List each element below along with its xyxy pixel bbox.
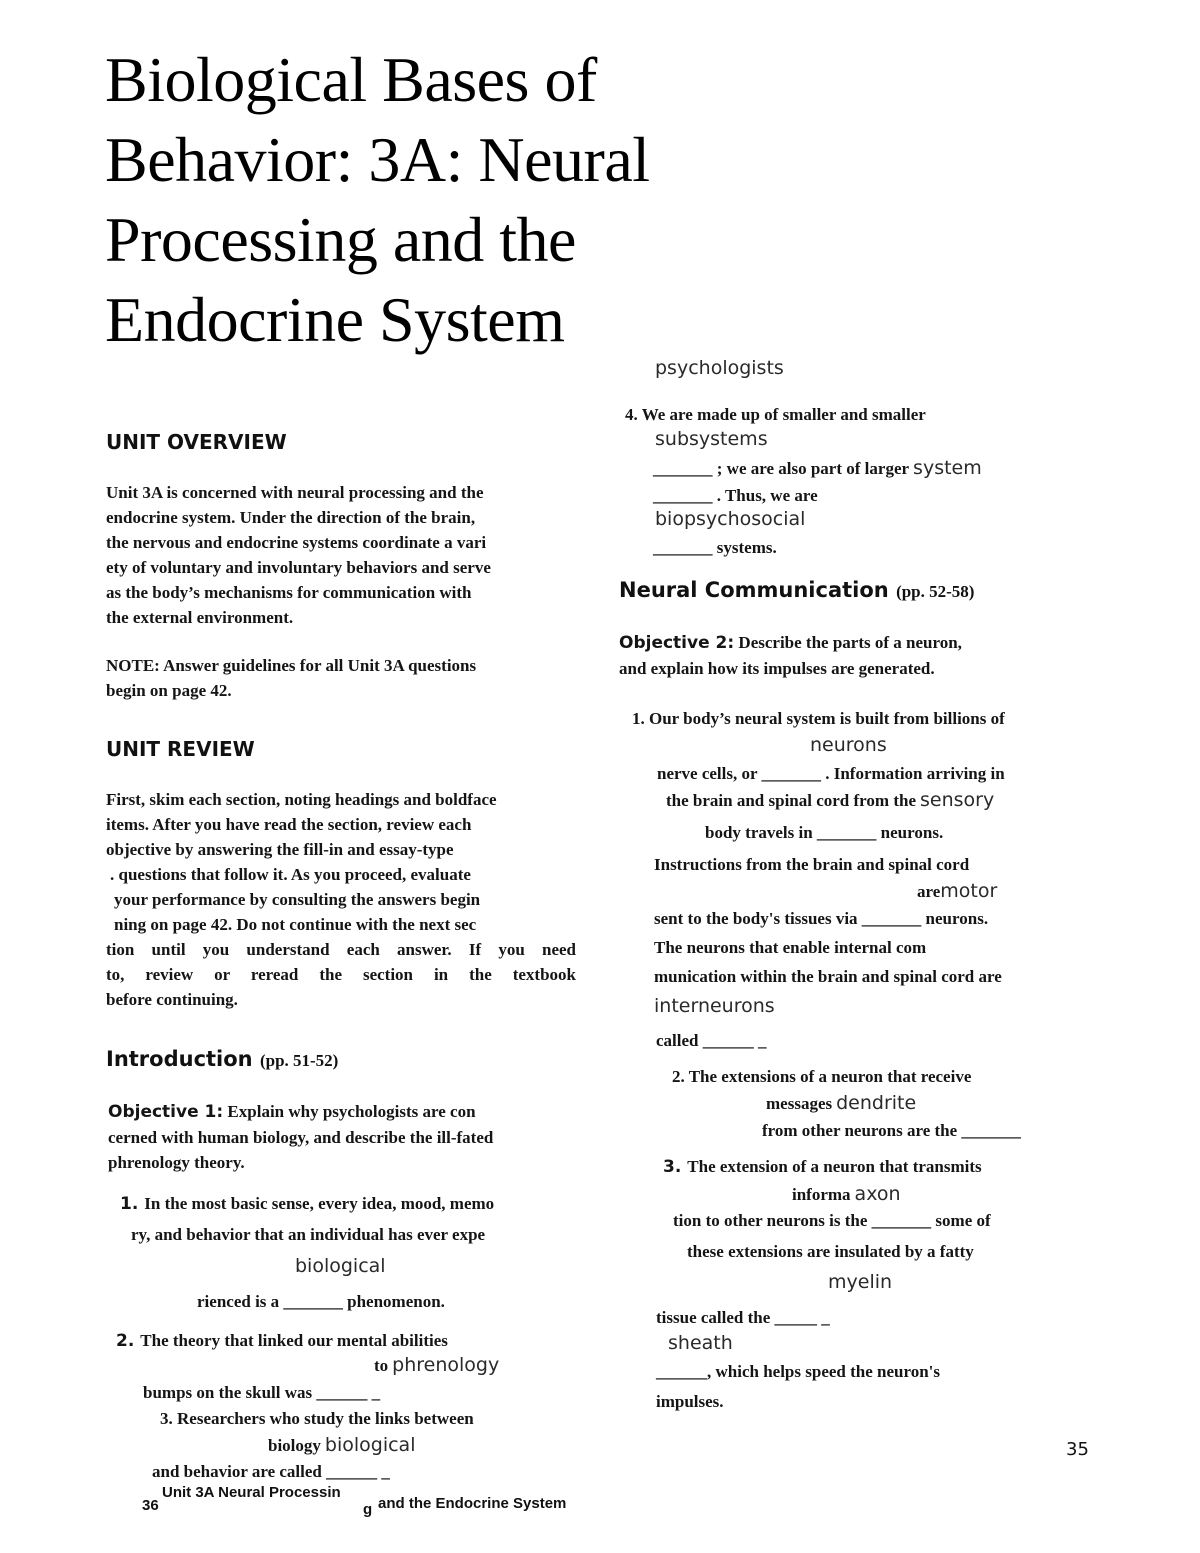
unit-review-heading: UNIT REVIEW (106, 737, 255, 761)
neural-q1-line9: called ______ _ (656, 1031, 767, 1050)
q4-line2: _______ ; we are also part of larger (653, 459, 910, 478)
footer-text-part2: and the Endocrine System (378, 1495, 567, 1512)
overview-note (106, 653, 476, 703)
objective-1-line: Explain why psychologists are con (227, 1102, 476, 1121)
q4-line3: _______ . Thus, we are (653, 486, 818, 505)
footer-page-left: 36 (142, 1497, 159, 1514)
objective-1-line: cerned with human biology, and describe the ill-fated (108, 1128, 494, 1147)
neural-q1-line5: Instructions from the brain and spinal cord (654, 855, 970, 874)
neural-q1-line3-row (666, 788, 994, 813)
title-line-4: Endocrine System (105, 284, 565, 355)
review-line: ning on page 42. Do not continue with the next sec (114, 915, 477, 934)
neural-q1-line6: sent to the body's tissues via _______ neurons. (654, 909, 989, 928)
neural-q3-line6: impulses. (656, 1392, 724, 1411)
answer-psychologists: psychologists (655, 357, 784, 379)
answer-myelin: myelin (828, 1271, 893, 1293)
intro-q2-line1 (116, 1328, 448, 1354)
introduction-title: Introduction (106, 1047, 253, 1071)
neural-q1-line2: nerve cells, or _______ . Information arriving in (657, 764, 1005, 783)
review-line: to, review or reread the section in the textbook (106, 965, 576, 984)
objective-1-line: phrenology theory. (108, 1153, 245, 1172)
overview-line: the nervous and endocrine systems coordinate a vari (106, 533, 487, 552)
neural-q1-line7: The neurons that enable internal com (654, 938, 927, 957)
intro-q3-answer: biological (324, 1434, 416, 1456)
objective-1 (108, 1099, 493, 1175)
neural-communication-heading (619, 578, 974, 602)
review-line: objective by answering the fill-in and essay-type (106, 840, 454, 859)
review-line: your performance by consulting the answers begin (114, 890, 481, 909)
q4-line1: 4. We are made up of smaller and smaller (625, 405, 926, 424)
answer-system: system (913, 457, 982, 479)
q4-line4: _______ systems. (653, 538, 777, 557)
answer-interneurons: interneurons (654, 995, 775, 1017)
objective-2-line: and explain how its impulses are generated. (619, 659, 935, 678)
neural-communication-pages: (pp. 52-58) (896, 582, 975, 601)
review-line: tion until you understand each answer. If you need (106, 940, 576, 959)
neural-q1-line4: body travels in _______ neurons. (705, 823, 944, 842)
neural-q2-messages: messages (766, 1094, 833, 1113)
neural-q1-are: are (917, 882, 941, 901)
intro-q1-line1 (120, 1191, 494, 1217)
intro-q2-to: to (374, 1356, 389, 1375)
introduction-pages: (pp. 51-52) (259, 1051, 339, 1070)
review-line: . questions that follow it. As you proceed, evaluate (110, 865, 471, 884)
overview-paragraph (106, 480, 491, 630)
neural-q1-line3: the brain and spinal cord from the (666, 791, 916, 810)
overview-line: the external environment. (106, 608, 294, 627)
neural-q3-line1 (663, 1154, 982, 1180)
intro-q2-answer: phrenology (392, 1354, 500, 1376)
neural-q3-number: 3. (663, 1157, 682, 1177)
neural-q3-informa: informa (792, 1185, 851, 1204)
intro-q1-line3: rienced is a _______ phenomenon. (197, 1292, 445, 1311)
intro-q2-line2: bumps on the skull was ______ _ (143, 1383, 381, 1402)
neural-q3-line4: tissue called the _____ _ (656, 1308, 830, 1327)
neural-communication-title: Neural Communication (619, 578, 889, 602)
answer-subsystems: subsystems (655, 428, 768, 450)
neural-q3-line2: tion to other neurons is the _______ some of (673, 1211, 991, 1230)
overview-line: as the body’s mechanisms for communication with (106, 583, 472, 602)
intro-q3-line1: 3. Researchers who study the links between (160, 1409, 474, 1428)
objective-2-line: Describe the parts of a neuron, (738, 633, 962, 652)
page-number-right: 35 (1066, 1439, 1089, 1460)
review-line: before continuing. (106, 990, 238, 1009)
neural-q1-motor-row (917, 879, 997, 904)
intro-q2-text: The theory that linked our mental abilities (140, 1331, 448, 1350)
overview-line: Unit 3A is concerned with neural processing and the (106, 483, 484, 502)
title-line-3: Processing and the (105, 204, 576, 275)
neural-q3-axon-row (792, 1182, 901, 1207)
answer-neurons: neurons (810, 734, 887, 756)
overview-line: endocrine system. Under the direction of the brain, (106, 508, 476, 527)
neural-q1-line1: 1. Our body’s neural system is built from billions of (632, 709, 1005, 728)
intro-q3-answer-row (268, 1433, 415, 1458)
note-line: begin on page 42. (106, 681, 232, 700)
answer-axon: axon (854, 1183, 901, 1205)
intro-q2-number: 2. (116, 1331, 135, 1351)
unit-overview-heading: UNIT OVERVIEW (106, 430, 287, 454)
objective-2 (619, 630, 962, 681)
review-line: items. After you have read the section, review each (106, 815, 472, 834)
answer-biopsychosocial: biopsychosocial (655, 508, 806, 530)
objective-2-label: Objective 2: (619, 633, 735, 653)
overview-line: ety of voluntary and involuntary behaviors and serve (106, 558, 491, 577)
intro-q1-line2: ry, and behavior that an individual has ever expe (131, 1225, 486, 1244)
answer-sensory: sensory (920, 789, 995, 811)
neural-q2-line2: from other neurons are the _______ (762, 1121, 1021, 1140)
intro-q2-answer-row (374, 1353, 499, 1378)
q4-line2-row (653, 456, 982, 481)
intro-q3-biology: biology (268, 1436, 321, 1455)
intro-q1-answer: biological (295, 1255, 386, 1277)
intro-q1-text: In the most basic sense, every idea, mood, memo (144, 1194, 495, 1213)
footer-text-part1: Unit 3A Neural Processin (162, 1484, 341, 1501)
neural-q3-text: The extension of a neuron that transmits (687, 1157, 982, 1176)
neural-q1-line8: munication within the brain and spinal cord are (654, 967, 1002, 986)
neural-q2-line1: 2. The extensions of a neuron that receive (672, 1067, 972, 1086)
title-line-1: Biological Bases of (105, 44, 597, 115)
neural-q2-dendrite-row (766, 1091, 916, 1116)
review-paragraph (106, 787, 576, 1012)
title-line-2: Behavior: 3A: Neural (105, 124, 650, 195)
intro-q3-line2: and behavior are called ______ _ (152, 1462, 390, 1481)
intro-q1-number: 1. (120, 1194, 139, 1214)
review-line: First, skim each section, noting headings and boldface (106, 790, 497, 809)
footer-text-g: g (363, 1501, 373, 1518)
objective-1-label: Objective 1: (108, 1102, 224, 1122)
answer-sheath: sheath (668, 1332, 733, 1354)
answer-motor: motor (940, 880, 998, 902)
answer-dendrite: dendrite (836, 1092, 917, 1114)
note-line: NOTE: Answer guidelines for all Unit 3A questions (106, 656, 477, 675)
introduction-heading (106, 1047, 338, 1071)
neural-q3-line5: ______, which helps speed the neuron's (656, 1362, 941, 1381)
neural-q3-line3: these extensions are insulated by a fatty (687, 1242, 974, 1261)
